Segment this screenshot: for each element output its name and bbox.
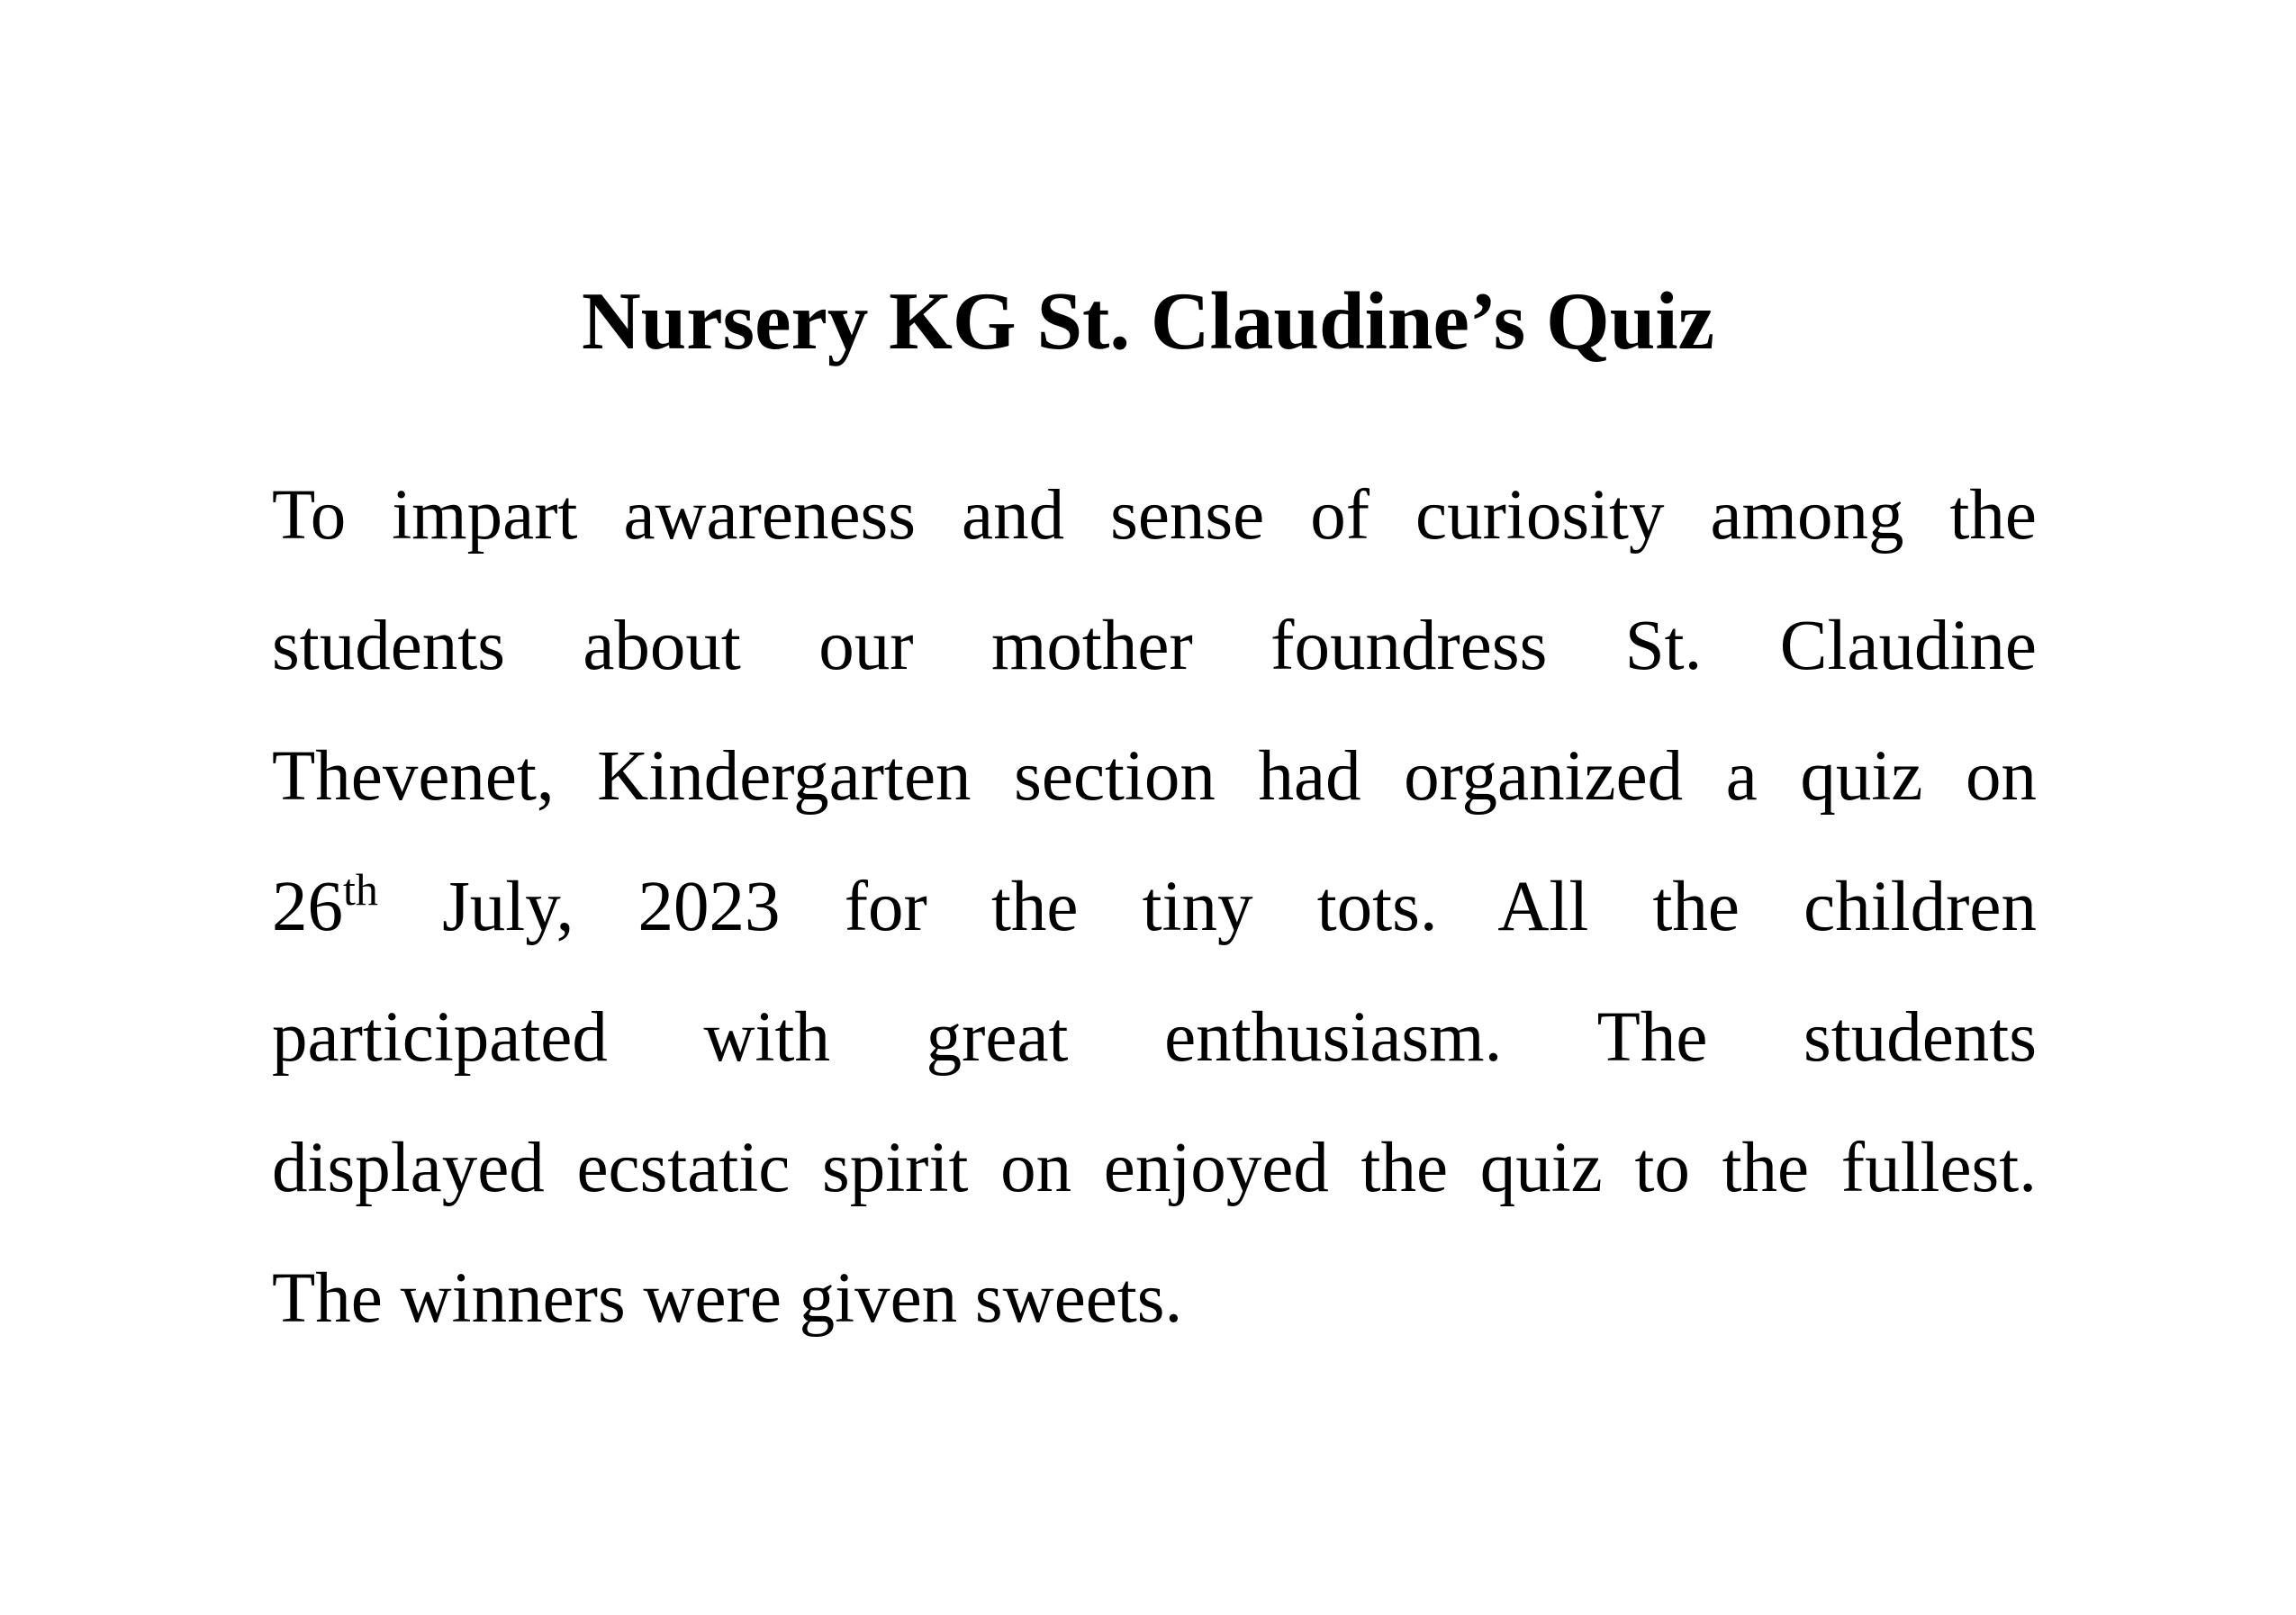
paragraph-line: participated with great enthusiasm. The students bbox=[272, 998, 2037, 1077]
date-line-rest: July, 2023 for the tiny tots. All the children bbox=[377, 868, 2037, 946]
date-day: 26 bbox=[272, 868, 343, 946]
paragraph-line: Thevenet, Kindergarten section had organized a quiz on bbox=[272, 737, 2037, 816]
body-paragraph bbox=[272, 450, 2037, 1364]
paragraph-line: To impart awareness and sense of curiosity among the bbox=[272, 476, 2037, 555]
paragraph-line-date bbox=[272, 842, 2037, 972]
date-ordinal-suffix: th bbox=[343, 864, 378, 915]
paragraph-line: displayed ecstatic spirit on enjoyed the quiz to the fullest. bbox=[272, 1129, 2037, 1207]
page-title: Nursery KG St. Claudine’s Quiz bbox=[581, 275, 1715, 366]
paragraph-line: students about our mother foundress St. Claudine bbox=[272, 607, 2037, 685]
paragraph-line-last: The winners were given sweets. bbox=[272, 1259, 1183, 1338]
